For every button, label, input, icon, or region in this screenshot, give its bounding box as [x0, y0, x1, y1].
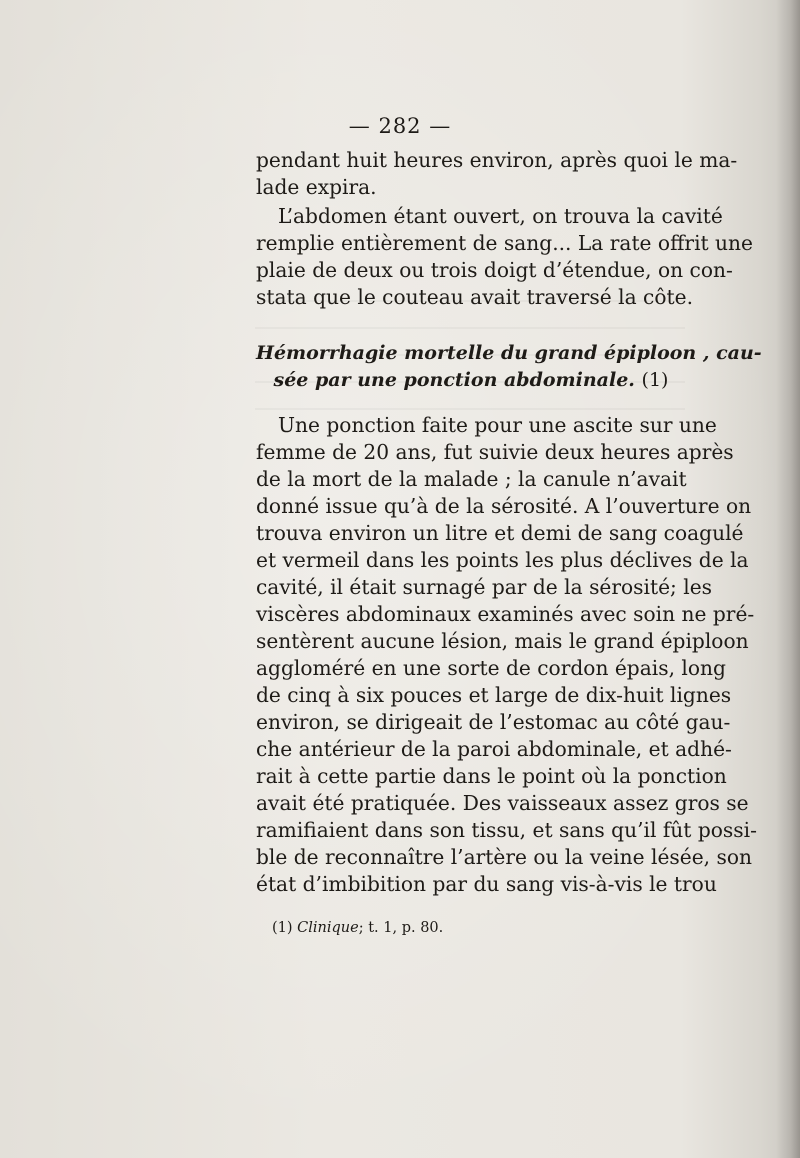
text-line: lade expira.: [256, 175, 377, 199]
text-line: che antérieur de la paroi abdominale, et adhé-: [256, 737, 732, 761]
footnote: [272, 920, 443, 936]
footnote-marker: (1): [272, 920, 293, 936]
text-line: remplie entièrement de sang... La rate offrit une: [256, 231, 753, 255]
text-line: de la mort de la malade ; la canule n’avait: [256, 467, 687, 491]
text-line: trouva environ un litre et demi de sang coagulé: [256, 521, 744, 545]
heading-line-2-text: sée par une ponction abdominale.: [273, 369, 635, 391]
text-line: de cinq à six pouces et large de dix-huit lignes: [256, 683, 732, 707]
footnote-rest: ; t. 1, p. 80.: [358, 920, 444, 936]
heading-line-1: Hémorrhagie mortelle du grand épiploon , cau-: [256, 342, 762, 364]
text-line: donné issue qu’à de la sérosité. A l’ouverture on: [256, 494, 752, 518]
text-line: et vermeil dans les points les plus déclives de la: [256, 548, 749, 572]
text-line: L’abdomen étant ouvert, on trouva la cavité: [278, 204, 723, 228]
text-line: sentèrent aucune lésion, mais le grand épiploon: [256, 629, 749, 653]
text-line: rait à cette partie dans le point où la ponction: [256, 764, 727, 788]
text-line: état d’imbibition par du sang vis-à-vis le trou: [256, 872, 717, 896]
main-paragraph: [256, 412, 757, 898]
text-line: pendant huit heures environ, après quoi le ma-: [256, 148, 738, 172]
footnote-work: Clinique: [297, 920, 359, 936]
text-line: environ, se dirigeait de l’estomac au côté gau-: [256, 710, 731, 734]
text-line: aggloméré en une sorte de cordon épais, long: [256, 656, 726, 680]
page-edge-shadow: [776, 0, 800, 1158]
text-line: cavité, il était surnagé par de la sérosité; les: [256, 575, 713, 599]
page-number: — 282 —: [348, 114, 452, 138]
text-line: ramifiaient dans son tissu, et sans qu’il fût possi-: [256, 818, 757, 842]
heading-line-2: [256, 367, 686, 394]
text-line: Une ponction faite pour une ascite sur une: [278, 413, 717, 437]
section-heading: [256, 340, 762, 394]
intro-paragraph: [256, 147, 738, 201]
text-line: stata que le couteau avait traversé la côte.: [256, 285, 693, 309]
text-line: ble de reconnaître l’artère ou la veine lésée, son: [256, 845, 753, 869]
footnote-reference: (1): [641, 369, 669, 391]
text-line: plaie de deux ou trois doigt d’étendue, on con-: [256, 258, 733, 282]
text-line: viscères abdominaux examinés avec soin ne pré-: [256, 602, 755, 626]
second-paragraph: [256, 203, 753, 311]
text-line: avait été pratiquée. Des vaisseaux assez gros se: [256, 791, 749, 815]
text-line: femme de 20 ans, fut suivie deux heures après: [256, 440, 734, 464]
